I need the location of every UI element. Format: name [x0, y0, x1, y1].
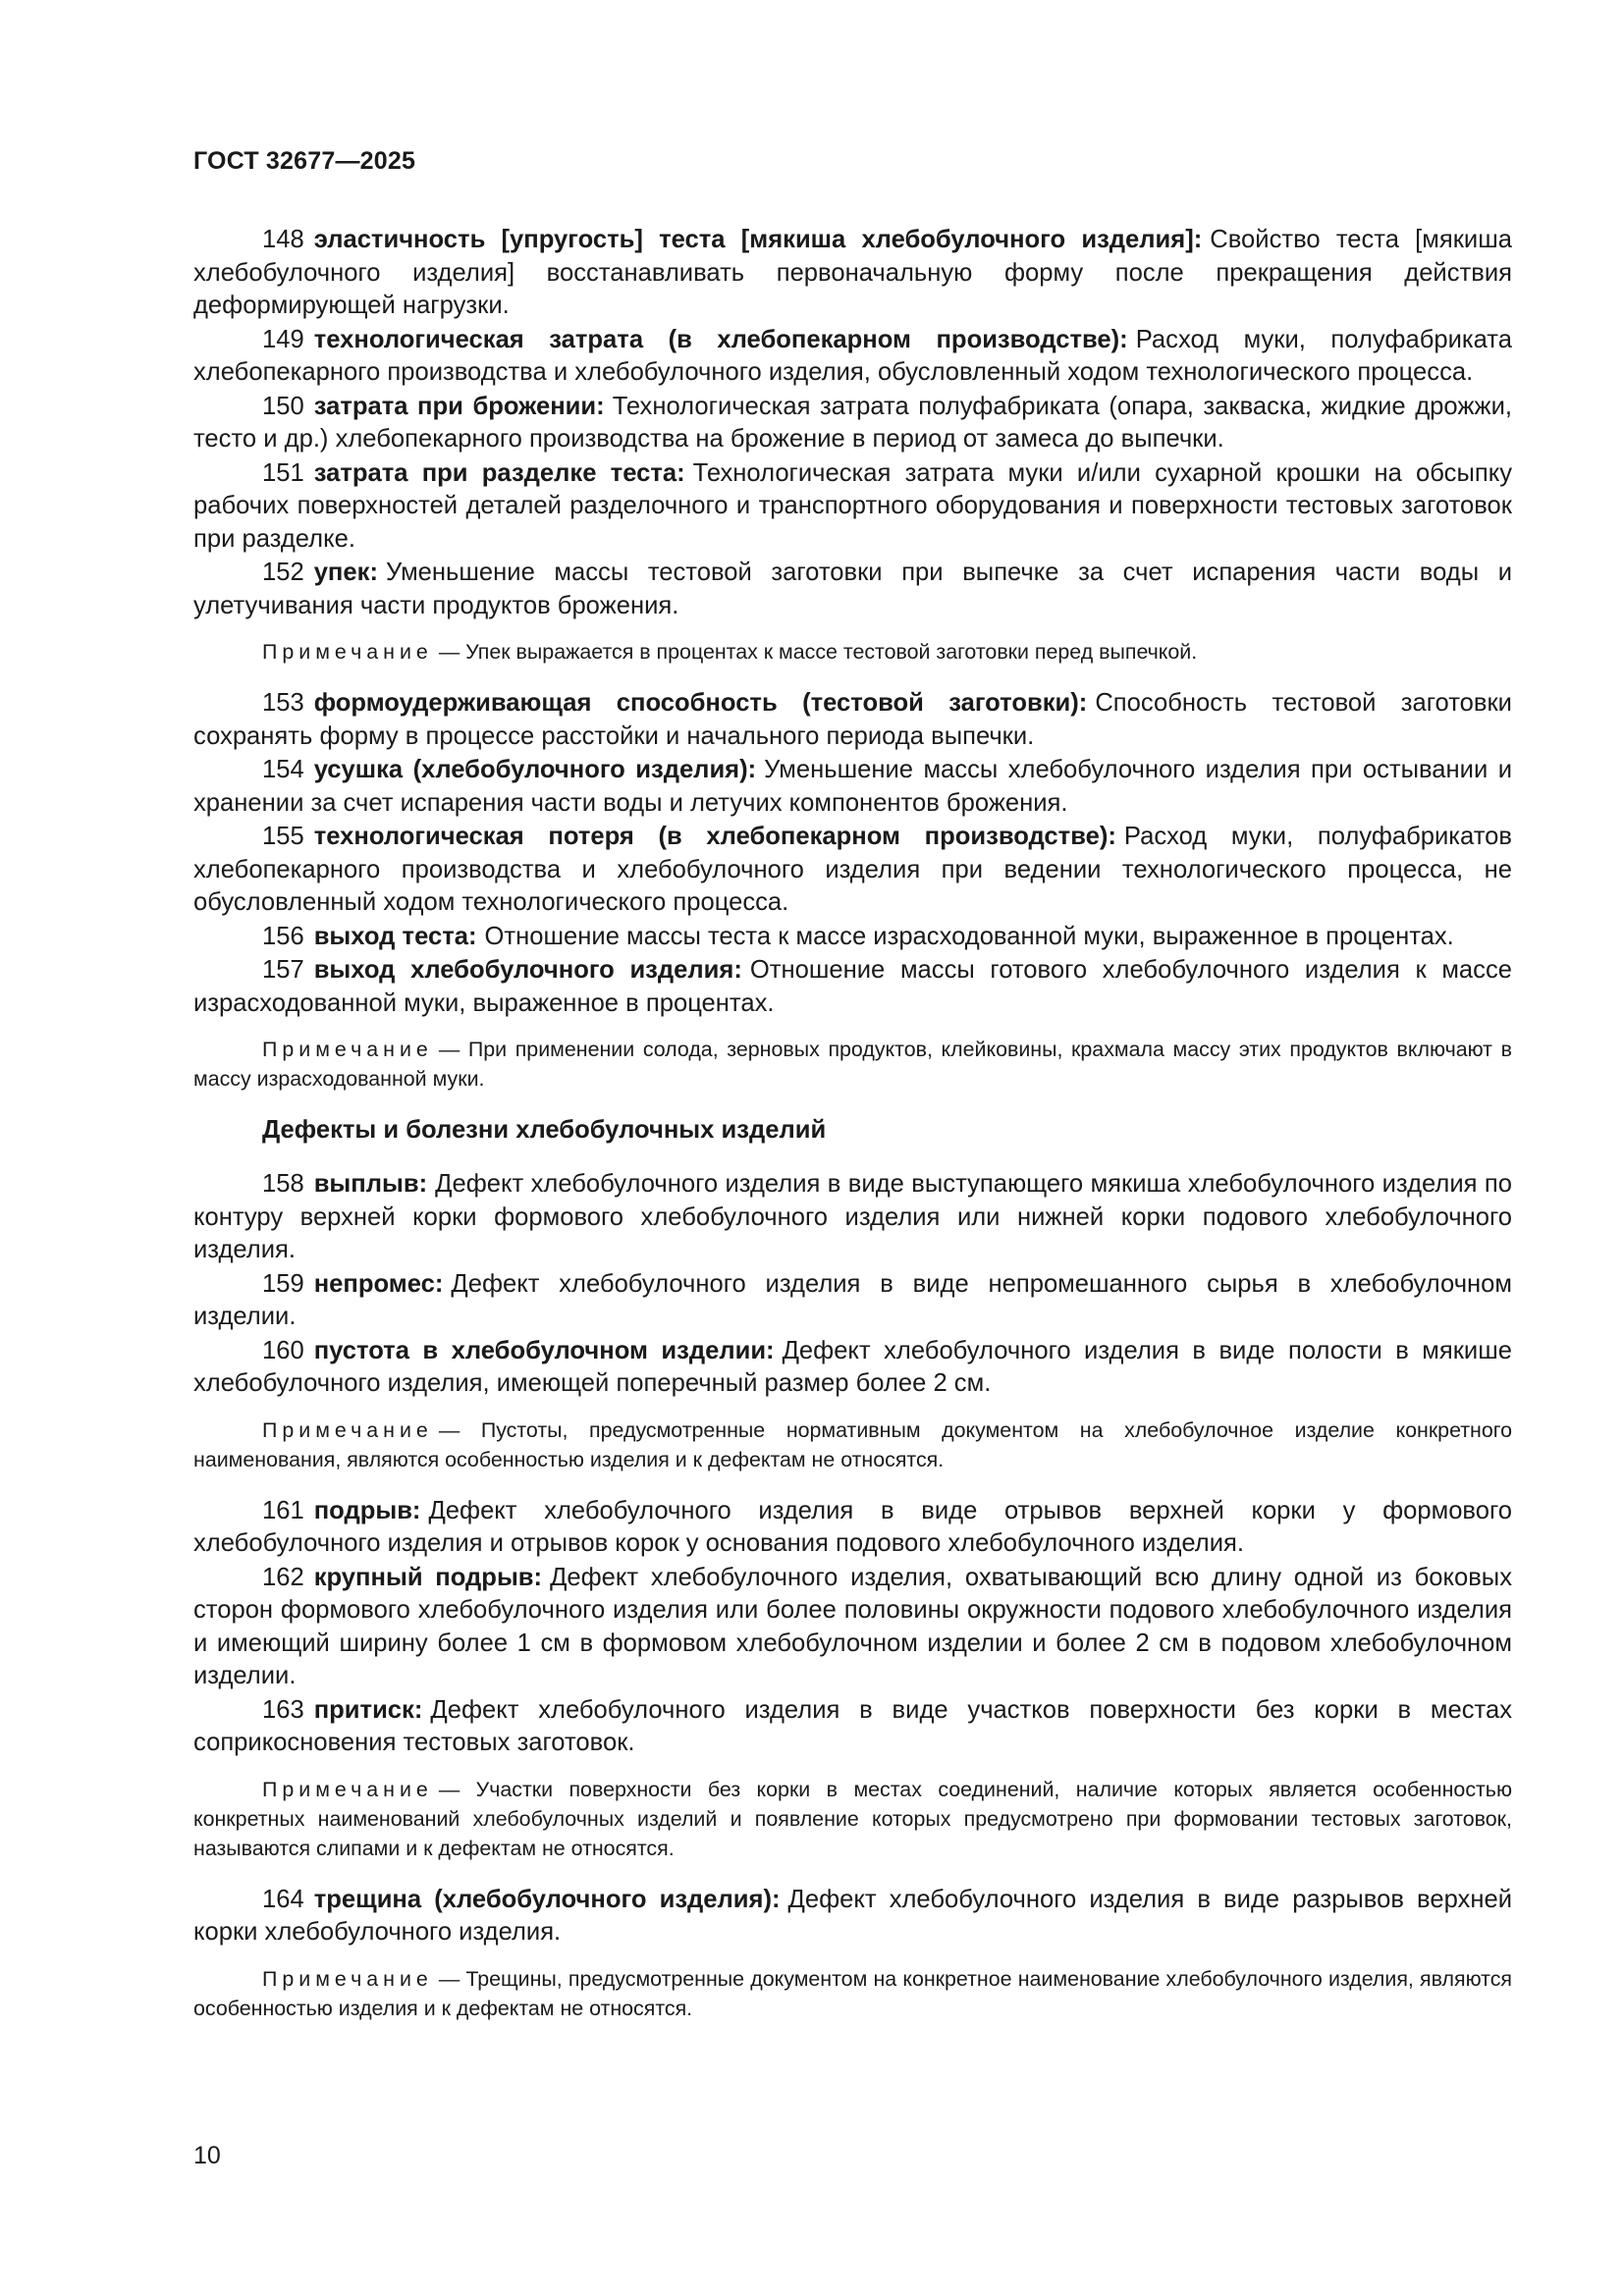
term-definition: Дефект хлебобулочного изделия, охватывающий всю длину одной из боковых сторон формового хлебобулочного изделия или более половины окружности подового хлебобулочного изделия и имеющий ширину более 1 см в формовом хлебобулочном изделии и более 2 см в подовом хлебобулочном изделии. — [193, 1563, 1512, 1689]
term-name: трещина (хлебобулочного изделия): — [313, 1885, 781, 1913]
term-name: непромес: — [313, 1269, 444, 1298]
term-definition: Отношение массы готового хлебобулочного изделия к массе израсходованной муки, выраженное в процентах. — [193, 956, 1512, 1017]
term-definition: Технологическая затрата муки и/или сухарной крошки на обсыпку рабочих поверхностей деталей разделочного и транспортного оборудования и поверхности тестовых заготовок при разделке. — [193, 458, 1512, 553]
term-name: технологическая затрата (в хлебопекарном производстве): — [313, 325, 1128, 353]
term-entry-162 — [193, 1562, 1512, 1693]
term-number: 156 — [262, 922, 304, 950]
term-definition: Дефект хлебобулочного изделия в виде выступающего мякиша хлебобулочного изделия по контуру верхней корки формового хлебобулочного изделия или нижней корки подового хлебобулочного изделия. — [193, 1170, 1512, 1263]
term-definition: Уменьшение массы хлебобулочного изделия при остывании и хранении за счет испарения части воды и летучих компонентов брожения. — [193, 756, 1513, 817]
term-name: пустота в хлебобулочном изделии: — [313, 1336, 775, 1364]
term-number: 150 — [262, 392, 304, 420]
term-definition: Дефект хлебобулочного изделия в виде непромешанного сырья в хлебобулочном изделии. — [193, 1269, 1512, 1330]
term-name: крупный подрыв: — [313, 1563, 543, 1591]
term-entry-153 — [193, 687, 1512, 753]
term-entry-157 — [193, 954, 1512, 1020]
term-entry-156 — [193, 921, 1512, 954]
term-number: 162 — [262, 1563, 304, 1591]
note — [193, 1035, 1512, 1094]
term-number: 151 — [262, 458, 304, 487]
note-text: — Пустоты, предусмотренные нормативным документом на хлебобулочное изделие конкретного наименования, являются особенностью изделия и к дефектам не относятся. — [193, 1417, 1512, 1471]
document-body — [193, 224, 1512, 2044]
term-number: 155 — [262, 823, 304, 850]
term-definition: Уменьшение массы тестовой заготовки при выпечке за счет испарения части воды и улетучивания части продуктов брожения. — [193, 559, 1512, 619]
document-header: ГОСТ 32677—2025 — [193, 147, 416, 175]
note-text: — Участки поверхности без корки в местах соединений, наличие которых является особенностью конкретных наименований хлебобулочных изделий и появление которых предусмотрено при формовании тестовых заготовок, называются слипами и к дефектам не относятся. — [193, 1777, 1512, 1860]
term-number: 164 — [262, 1885, 304, 1913]
term-number: 149 — [262, 325, 304, 353]
term-number: 154 — [262, 756, 304, 783]
term-name: выход теста: — [313, 922, 477, 950]
term-name: затрата при разделке теста: — [313, 458, 685, 487]
section-heading: Дефекты и болезни хлебобулочных изделий — [262, 1116, 827, 1144]
term-definition: Способность тестовой заготовки сохранять форму в процессе расстойки и начального периода выпечки. — [193, 689, 1512, 750]
term-name: формоудерживающая способность (тестовой заготовки): — [313, 689, 1088, 717]
term-number: 159 — [262, 1269, 304, 1298]
term-name: упек: — [313, 559, 378, 586]
term-definition: Технологическая затрата полуфабриката (опара, закваска, жидкие дрожжи, тесто и др.) хлебопекарного производства на брожение в период от замеса до выпечки. — [193, 392, 1512, 453]
note — [193, 637, 1512, 667]
note — [193, 1775, 1512, 1863]
term-number: 163 — [262, 1695, 304, 1724]
term-name: подрыв: — [313, 1496, 421, 1524]
term-entry-148 — [193, 224, 1512, 323]
note-label: Примечание — [262, 1777, 433, 1801]
note-label: Примечание — [262, 1417, 433, 1442]
term-entry-151 — [193, 457, 1512, 557]
term-number: 152 — [262, 559, 304, 586]
term-name: выход хлебобулочного изделия: — [313, 956, 742, 984]
note-label: Примечание — [262, 1966, 433, 1991]
note-text: — При применении солода, зерновых продуктов, клейковины, крахмала массу этих продуктов включают в массу израсходованной муки. — [193, 1038, 1512, 1091]
note-label: Примечание — [262, 1038, 433, 1061]
term-number: 158 — [262, 1170, 304, 1198]
term-name: эластичность [упругость] теста [мякиша хлебобулочного изделия]: — [313, 226, 1203, 253]
term-entry-164 — [193, 1884, 1512, 1949]
note — [193, 1415, 1512, 1474]
term-number: 148 — [262, 226, 304, 253]
note-label: Примечание — [262, 640, 433, 664]
term-name: усушка (хлебобулочного изделия): — [313, 756, 757, 783]
term-definition: Расход муки, полуфабрикатов хлебопекарного производства и хлебобулочного изделия при ведении технологического процесса, не обусловленный ходом технологического процесса. — [193, 823, 1512, 916]
page-number: 10 — [193, 2142, 221, 2169]
term-entry-154 — [193, 754, 1512, 820]
term-name: затрата при брожении: — [313, 392, 605, 420]
term-name: притиск: — [313, 1695, 423, 1724]
term-entry-163 — [193, 1694, 1512, 1760]
term-number: 161 — [262, 1496, 304, 1524]
term-name: выплыв: — [313, 1170, 428, 1198]
term-entry-161 — [193, 1495, 1512, 1561]
term-definition: Дефект хлебобулочного изделия в виде отрывов верхней корки у формового хлебобулочного изделия и отрывов корок у основания подового хлебобулочного изделия. — [193, 1496, 1512, 1557]
term-definition: Дефект хлебобулочного изделия в виде разрывов верхней корки хлебобулочного изделия. — [193, 1885, 1512, 1946]
term-definition: Расход муки, полуфабриката хлебопекарного производства и хлебобулочного изделия, обусловленный ходом технологического процесса. — [193, 325, 1512, 386]
term-definition: Дефект хлебобулочного изделия в виде участков поверхности без корки в местах соприкосновения тестовых заготовок. — [193, 1695, 1512, 1756]
term-name: технологическая потеря (в хлебопекарном производстве): — [313, 823, 1116, 850]
term-definition: Свойство теста [мякиша хлебобулочного изделия] восстанавливать первоначальную форму после прекращения действия деформирующей нагрузки. — [193, 226, 1512, 319]
term-entry-160 — [193, 1335, 1512, 1401]
term-number: 157 — [262, 956, 304, 984]
term-definition: Отношение массы теста к массе израсходованной муки, выраженное в процентах. — [484, 922, 1454, 950]
term-definition: Дефект хлебобулочного изделия в виде полости в мякише хлебобулочного изделия, имеющей поперечный размер более 2 см. — [193, 1336, 1512, 1397]
term-entry-159 — [193, 1268, 1512, 1334]
note-text: — Трещины, предусмотренные документом на конкретное наименование хлебобулочного изделия, являются особенностью изделия и к дефектам не относятся. — [193, 1966, 1512, 2020]
term-entry-155 — [193, 821, 1512, 920]
term-number: 160 — [262, 1336, 304, 1364]
term-entry-158 — [193, 1168, 1512, 1267]
term-entry-152 — [193, 557, 1512, 622]
note-text: — Упек выражается в процентах к массе тестовой заготовки перед выпечкой. — [438, 640, 1198, 664]
term-number: 153 — [262, 689, 304, 717]
term-entry-150 — [193, 391, 1512, 456]
note — [193, 1964, 1512, 2023]
term-entry-149 — [193, 324, 1512, 390]
